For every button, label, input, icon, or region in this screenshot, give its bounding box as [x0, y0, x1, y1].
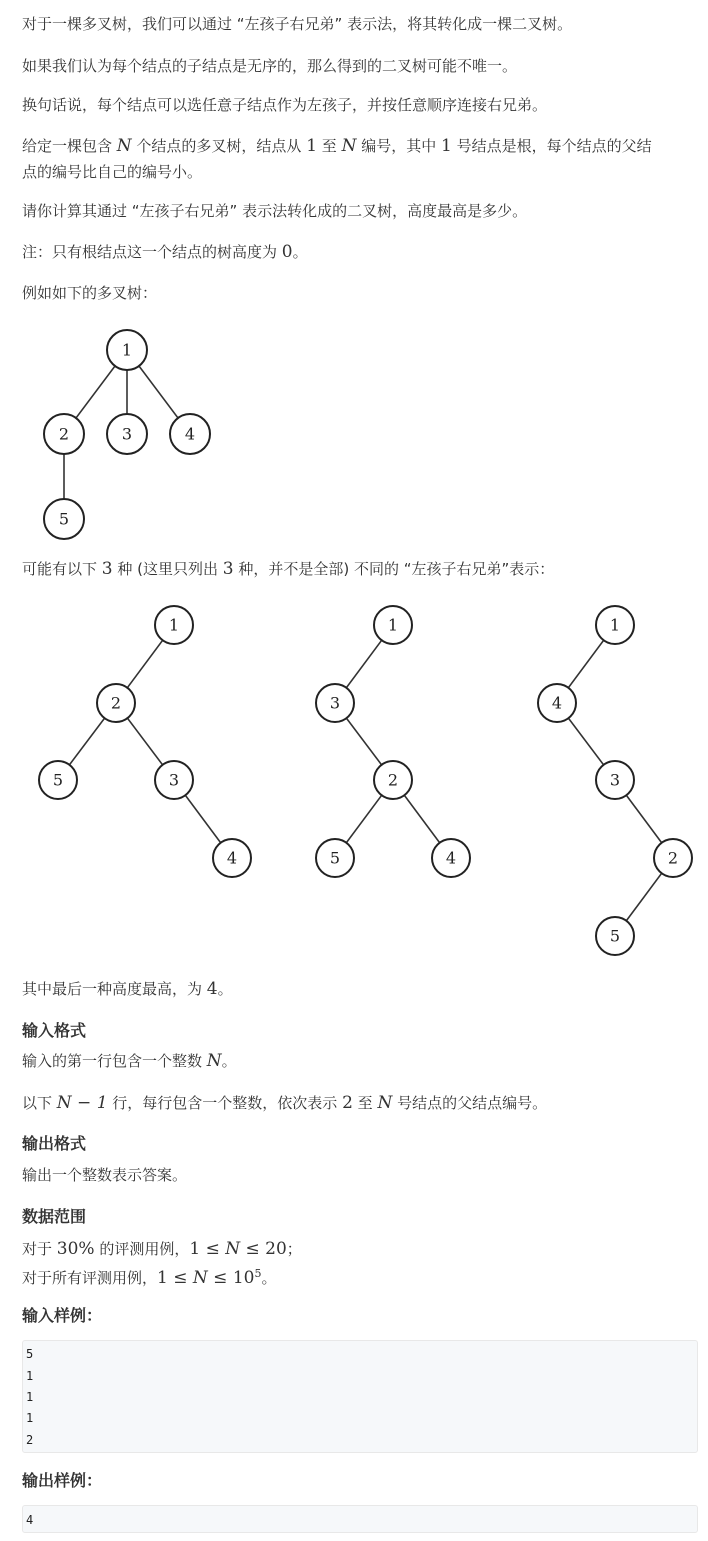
text: 给定一棵包含	[22, 137, 117, 155]
math-4: 4	[206, 979, 218, 999]
node-label: 5	[609, 926, 621, 946]
math-n-minus-1: N − 1	[56, 1093, 108, 1113]
text: 的评测用例，	[94, 1240, 190, 1258]
code-line: 2	[26, 1433, 34, 1447]
node-label: 3	[329, 693, 341, 713]
text: 注：只有根结点这一个结点的树高度为	[22, 243, 282, 261]
text: 其中最后一种高度最高，为	[22, 980, 207, 998]
node-label: 1	[609, 615, 621, 635]
math-percent: 30%	[56, 1239, 95, 1259]
paragraph-intro: 对于一棵多叉树，我们可以通过 “左孩子右兄弟” 表示法，将其转化成一棵二叉树。	[22, 15, 573, 33]
node-label: 5	[329, 848, 341, 868]
math-1: 1	[306, 136, 318, 156]
math-exponent: 5	[254, 1267, 262, 1280]
text: 可能有以下	[22, 560, 102, 578]
node-label: 3	[609, 770, 621, 790]
node-label: 1	[387, 615, 399, 635]
math-n: N	[116, 136, 132, 156]
output-format-heading: 输出格式	[22, 1134, 87, 1153]
node-label: 4	[226, 848, 238, 868]
code-line: 1	[26, 1390, 34, 1404]
node-label: 5	[52, 770, 64, 790]
math-2: 2	[342, 1093, 353, 1113]
text: 。	[217, 980, 233, 998]
text: 个结点的多叉树，结点从	[131, 137, 307, 155]
code-line: 4	[26, 1513, 34, 1527]
math: 1 ≤	[157, 1268, 193, 1288]
text: ；	[286, 1240, 302, 1258]
code-line: 1	[26, 1411, 34, 1425]
paragraph-given-tree-cont: 点的编号比自己的编号小。	[22, 163, 203, 181]
binary-tree-3	[538, 606, 692, 955]
math-n: N	[225, 1239, 241, 1259]
node-label: 4	[184, 424, 196, 444]
paragraph-example: 例如如下的多叉树：	[22, 284, 158, 302]
node-label: 2	[387, 770, 399, 790]
code-line: 1	[26, 1369, 34, 1383]
node-label: 2	[110, 693, 122, 713]
math: ≤ 10	[207, 1268, 255, 1288]
math-0: 0	[281, 242, 293, 262]
math-n: N	[192, 1268, 208, 1288]
data-range-heading: 数据范围	[22, 1207, 87, 1226]
paragraph-question: 请你计算其通过 “左孩子右兄弟” 表示法转化成的二叉树，高度最高是多少。	[22, 202, 528, 220]
text: 编号，其中	[356, 137, 441, 155]
node-label: 2	[667, 848, 679, 868]
text: 种，并不是全部) 不同的 “左孩子右兄弟”表示：	[233, 560, 555, 578]
text: 至	[352, 1094, 378, 1112]
node-label: 4	[551, 693, 563, 713]
math-1: 1	[441, 136, 452, 156]
binary-tree-2	[316, 606, 470, 877]
text: 行，每行包含一个整数，依次表示	[107, 1094, 343, 1112]
paragraph-in-other-words: 换句话说，每个结点可以选任意子结点作为左孩子，并按任意顺序连接右兄弟。	[22, 96, 548, 114]
text: 对于	[22, 1240, 57, 1258]
text: 号结点的父结点编号。	[392, 1094, 548, 1112]
node-label: 1	[121, 340, 133, 360]
text: 输入的第一行包含一个整数	[22, 1052, 207, 1070]
sample-input-heading: 输入样例：	[22, 1306, 103, 1325]
text: 种 (这里只列出	[112, 560, 223, 578]
output-format-line: 输出一个整数表示答案。	[22, 1166, 188, 1184]
text: 。	[292, 243, 308, 261]
node-label: 5	[58, 509, 70, 529]
math: 1 ≤	[189, 1239, 226, 1259]
math-3: 3	[222, 559, 234, 579]
node-label: 2	[58, 424, 70, 444]
text: 。	[221, 1052, 237, 1070]
math-n: N	[206, 1051, 222, 1071]
text: 至	[317, 137, 342, 155]
math: ≤ 20	[240, 1239, 287, 1259]
code-line: 5	[26, 1347, 34, 1361]
text: 对于所有评测用例，	[22, 1269, 158, 1287]
paragraph-unordered: 如果我们认为每个结点的子结点是无序的，那么得到的二叉树可能不唯一。	[22, 57, 518, 75]
text: 。	[261, 1269, 277, 1287]
input-format-heading: 输入格式	[22, 1021, 87, 1040]
node-label: 3	[121, 424, 133, 444]
math-n: N	[341, 136, 357, 156]
node-label: 3	[168, 770, 180, 790]
text: 号结点是根，每个结点的父结	[451, 137, 652, 155]
math-3: 3	[101, 559, 113, 579]
node-label: 4	[445, 848, 457, 868]
math-n: N	[377, 1093, 393, 1113]
text: 以下	[22, 1094, 57, 1112]
sample-output-heading: 输出样例：	[22, 1471, 103, 1490]
binary-tree-1	[39, 606, 251, 877]
multiway-tree	[44, 330, 210, 539]
node-label: 1	[168, 615, 180, 635]
